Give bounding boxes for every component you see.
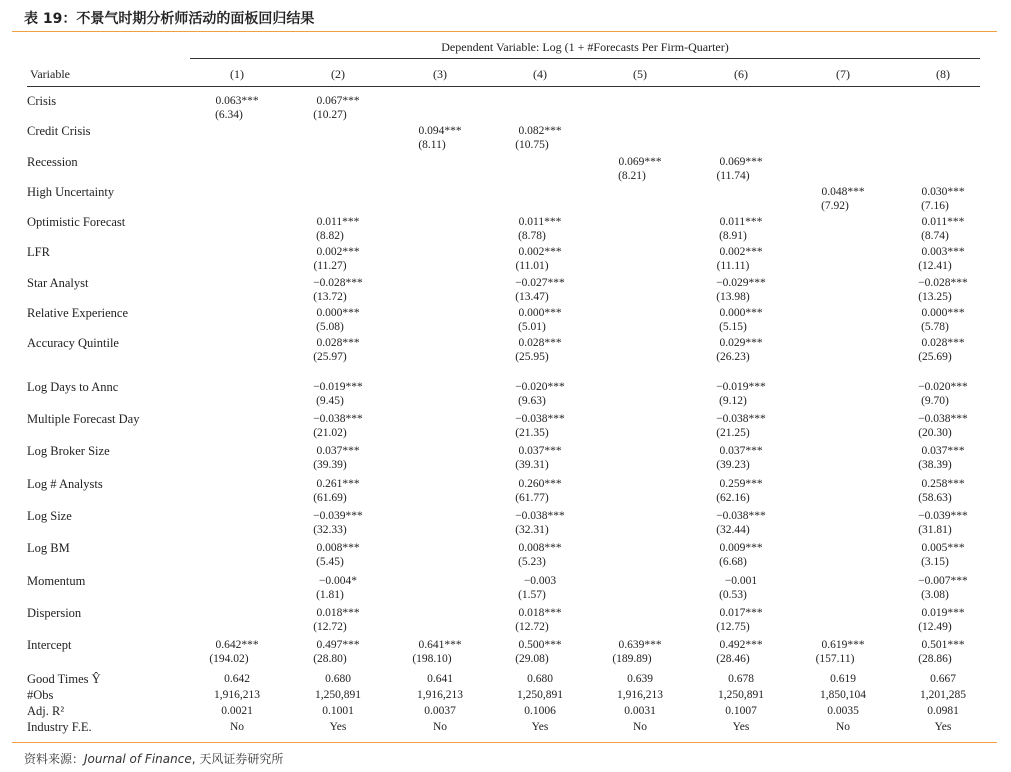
t-stat-cell: (11.01) [515, 260, 549, 272]
coefficient-cell: 0.037*** [316, 445, 360, 457]
coefficient-cell: 0.094*** [418, 125, 462, 137]
table-row [0, 306, 1011, 333]
table-row [0, 245, 1011, 272]
summary-cell: 0.639 [627, 673, 653, 685]
coefficient-cell: 0.258*** [921, 478, 965, 490]
coefficient-cell: 0.048*** [821, 186, 865, 198]
coefficient-cell: 0.028*** [316, 337, 360, 349]
t-stat-cell: (5.15) [719, 321, 747, 333]
t-stat-cell: (198.10) [412, 653, 452, 665]
t-stat-cell: (12.75) [716, 621, 750, 633]
summary-cell: 0.1001 [322, 705, 354, 717]
summary-cell: 0.0037 [424, 705, 456, 717]
t-stat-cell: (3.08) [921, 589, 949, 601]
header-rule [190, 58, 980, 59]
row-label: Recession [27, 155, 78, 169]
summary-cell: 0.678 [728, 673, 754, 685]
coefficient-cell: −0.038*** [313, 413, 363, 425]
coefficient-cell: 0.619*** [821, 639, 865, 651]
t-stat-cell: (25.97) [313, 351, 347, 363]
coefficient-cell: 0.005*** [921, 542, 965, 554]
coefficient-cell: 0.018*** [518, 607, 562, 619]
coefficient-cell: 0.017*** [719, 607, 763, 619]
row-label: Star Analyst [27, 276, 89, 290]
coefficient-cell: 0.002*** [518, 246, 562, 258]
coefficient-cell: 0.009*** [719, 542, 763, 554]
t-stat-cell: (1.81) [316, 589, 344, 601]
t-stat-cell: (21.02) [313, 427, 347, 439]
coefficient-cell: −0.038*** [918, 413, 968, 425]
table-row [0, 124, 1011, 151]
column-header-rule [27, 86, 980, 87]
table-row [0, 412, 1011, 439]
summary-cell: No [432, 721, 448, 733]
t-stat-cell: (28.80) [313, 653, 347, 665]
t-stat-cell: (31.81) [918, 524, 952, 536]
row-label: Crisis [27, 94, 57, 108]
t-stat-cell: (58.63) [918, 492, 952, 504]
table-row [0, 336, 1011, 363]
variable-header: Variable [30, 67, 70, 81]
summary-cell: 0.0981 [927, 705, 959, 717]
dependent-variable-header: Dependent Variable: Log (1 + #Forecasts Per Firm-Quarter) [441, 40, 729, 54]
summary-row [0, 720, 1011, 736]
row-label: High Uncertainty [27, 185, 115, 199]
t-stat-cell: (13.72) [313, 291, 347, 303]
summary-cell: Yes [329, 721, 347, 733]
t-stat-cell: (10.27) [313, 109, 347, 121]
coefficient-cell: 0.037*** [518, 445, 562, 457]
column-header: (3) [433, 67, 447, 81]
coefficient-cell: −0.003 [523, 575, 557, 587]
table-row [0, 574, 1011, 601]
coefficient-cell: 0.008*** [518, 542, 562, 554]
table-row [0, 477, 1011, 504]
t-stat-cell: (6.34) [215, 109, 243, 121]
coefficient-cell: 0.011*** [719, 216, 763, 228]
coefficient-cell: 0.000*** [719, 307, 763, 319]
t-stat-cell: (9.12) [719, 395, 747, 407]
column-header: (6) [734, 67, 748, 81]
t-stat-cell: (20.30) [918, 427, 952, 439]
coefficient-cell: −0.038*** [716, 510, 766, 522]
t-stat-cell: (11.27) [313, 260, 347, 272]
t-stat-cell: (8.91) [719, 230, 747, 242]
t-stat-cell: (8.74) [921, 230, 949, 242]
t-stat-cell: (61.77) [515, 492, 549, 504]
summary-label: Good Times Ŷ [27, 672, 101, 686]
coefficient-cell: −0.004* [318, 575, 358, 587]
t-stat-cell: (5.01) [518, 321, 546, 333]
t-stat-cell: (38.39) [918, 459, 952, 471]
t-stat-cell: (5.08) [316, 321, 344, 333]
t-stat-cell: (29.08) [515, 653, 549, 665]
coefficient-cell: 0.261*** [316, 478, 360, 490]
summary-cell: 1,916,213 [617, 689, 663, 701]
t-stat-cell: (12.49) [918, 621, 952, 633]
summary-cell: 1,850,104 [820, 689, 866, 701]
column-header: (8) [936, 67, 950, 81]
t-stat-cell: (194.02) [209, 653, 249, 665]
coefficient-cell: 0.000*** [921, 307, 965, 319]
summary-row [0, 688, 1011, 704]
t-stat-cell: (8.11) [418, 139, 446, 151]
t-stat-cell: (28.86) [918, 653, 952, 665]
summary-label: Adj. R² [27, 704, 65, 718]
t-stat-cell: (13.98) [716, 291, 750, 303]
coefficient-cell: 0.002*** [719, 246, 763, 258]
coefficient-cell: −0.020*** [515, 381, 565, 393]
t-stat-cell: (8.21) [618, 170, 646, 182]
row-label: Multiple Forecast Day [27, 412, 140, 426]
t-stat-cell: (11.11) [716, 260, 750, 272]
summary-label: Industry F.E. [27, 720, 92, 734]
t-stat-cell: (5.23) [518, 556, 546, 568]
coefficient-cell: 0.011*** [921, 216, 965, 228]
table-title: 表 19：不景气时期分析师活动的面板回归结果 [24, 11, 315, 27]
coefficient-cell: −0.019*** [716, 381, 766, 393]
t-stat-cell: (32.31) [515, 524, 549, 536]
coefficient-cell: −0.028*** [313, 277, 363, 289]
coefficient-cell: 0.002*** [316, 246, 360, 258]
table-row [0, 215, 1011, 242]
top-divider [12, 31, 997, 32]
t-stat-cell: (13.25) [918, 291, 952, 303]
coefficient-cell: −0.038*** [515, 413, 565, 425]
row-label: LFR [27, 245, 50, 259]
row-label: Optimistic Forecast [27, 215, 126, 229]
t-stat-cell: (5.45) [316, 556, 344, 568]
row-label: Log Days to Annc [27, 380, 119, 394]
bottom-divider [12, 742, 997, 743]
t-stat-cell: (11.74) [716, 170, 750, 182]
summary-cell: No [229, 721, 245, 733]
summary-cell: 0.619 [830, 673, 856, 685]
t-stat-cell: (62.16) [716, 492, 750, 504]
t-stat-cell: (21.25) [716, 427, 750, 439]
table-row [0, 444, 1011, 471]
coefficient-cell: 0.028*** [921, 337, 965, 349]
coefficient-cell: 0.000*** [518, 307, 562, 319]
coefficient-cell: 0.497*** [316, 639, 360, 651]
summary-cell: Yes [732, 721, 750, 733]
table-row [0, 380, 1011, 407]
summary-label: #Obs [27, 688, 54, 702]
row-label: Log BM [27, 541, 70, 555]
t-stat-cell: (39.39) [313, 459, 347, 471]
row-label: Credit Crisis [27, 124, 91, 138]
t-stat-cell: (0.53) [719, 589, 747, 601]
t-stat-cell: (12.72) [515, 621, 549, 633]
summary-cell: 0.0021 [221, 705, 253, 717]
coefficient-cell: 0.063*** [215, 95, 259, 107]
coefficient-cell: 0.011*** [518, 216, 562, 228]
coefficient-cell: 0.069*** [719, 156, 763, 168]
coefficient-cell: 0.008*** [316, 542, 360, 554]
coefficient-cell: 0.260*** [518, 478, 562, 490]
t-stat-cell: (25.69) [918, 351, 952, 363]
t-stat-cell: (7.16) [921, 200, 949, 212]
coefficient-cell: 0.011*** [316, 216, 360, 228]
row-label: Dispersion [27, 606, 82, 620]
table-row [0, 606, 1011, 633]
coefficient-cell: −0.039*** [918, 510, 968, 522]
coefficient-cell: −0.027*** [515, 277, 565, 289]
source-note [24, 750, 283, 767]
coefficient-cell: 0.641*** [418, 639, 462, 651]
t-stat-cell: (9.70) [921, 395, 949, 407]
coefficient-cell: −0.001 [724, 575, 758, 587]
t-stat-cell: (157.11) [815, 653, 855, 665]
summary-cell: 1,250,891 [315, 689, 361, 701]
summary-cell: 0.0035 [827, 705, 859, 717]
table-row [0, 509, 1011, 536]
source-suffix: , 天风证券研究所 [191, 752, 284, 766]
row-label: Intercept [27, 638, 72, 652]
summary-row [0, 704, 1011, 720]
summary-cell: 0.1007 [725, 705, 757, 717]
coefficient-cell: 0.500*** [518, 639, 562, 651]
coefficient-cell: 0.019*** [921, 607, 965, 619]
t-stat-cell: (6.68) [719, 556, 747, 568]
summary-cell: No [632, 721, 648, 733]
t-stat-cell: (39.23) [716, 459, 750, 471]
t-stat-cell: (9.63) [518, 395, 546, 407]
t-stat-cell: (10.75) [515, 139, 549, 151]
summary-row [0, 672, 1011, 688]
table-row [0, 638, 1011, 665]
coefficient-cell: 0.000*** [316, 307, 360, 319]
row-label: Log Size [27, 509, 72, 523]
coefficient-cell: −0.029*** [716, 277, 766, 289]
t-stat-cell: (1.57) [518, 589, 546, 601]
row-label: Relative Experience [27, 306, 128, 320]
t-stat-cell: (39.31) [515, 459, 549, 471]
summary-cell: 0.667 [930, 673, 956, 685]
column-header: (2) [331, 67, 345, 81]
column-header: (5) [633, 67, 647, 81]
table-row [0, 94, 1011, 121]
column-header: (1) [230, 67, 244, 81]
t-stat-cell: (26.23) [716, 351, 750, 363]
t-stat-cell: (8.78) [518, 230, 546, 242]
column-header: (7) [836, 67, 850, 81]
t-stat-cell: (32.33) [313, 524, 347, 536]
summary-cell: 0.1006 [524, 705, 556, 717]
coefficient-cell: 0.003*** [921, 246, 965, 258]
row-label: Accuracy Quintile [27, 336, 119, 350]
t-stat-cell: (28.46) [716, 653, 750, 665]
coefficient-cell: −0.038*** [515, 510, 565, 522]
summary-cell: Yes [934, 721, 952, 733]
t-stat-cell: (12.41) [918, 260, 952, 272]
source-journal: Journal of Finance [84, 752, 192, 766]
t-stat-cell: (189.89) [612, 653, 652, 665]
row-label: Log # Analysts [27, 477, 103, 491]
coefficient-cell: −0.020*** [918, 381, 968, 393]
summary-cell: 0.680 [527, 673, 553, 685]
coefficient-cell: 0.069*** [618, 156, 662, 168]
coefficient-cell: −0.028*** [918, 277, 968, 289]
source-prefix: 资料来源： [24, 752, 85, 766]
summary-cell: 0.642 [224, 673, 250, 685]
t-stat-cell: (21.35) [515, 427, 549, 439]
t-stat-cell: (5.78) [921, 321, 949, 333]
table-row [0, 155, 1011, 182]
coefficient-cell: −0.038*** [716, 413, 766, 425]
coefficient-cell: 0.028*** [518, 337, 562, 349]
coefficient-cell: −0.007*** [918, 575, 968, 587]
coefficient-cell: 0.082*** [518, 125, 562, 137]
summary-cell: 1,916,213 [214, 689, 260, 701]
coefficient-cell: 0.037*** [921, 445, 965, 457]
coefficient-cell: 0.492*** [719, 639, 763, 651]
summary-cell: 0.680 [325, 673, 351, 685]
coefficient-cell: 0.642*** [215, 639, 259, 651]
summary-cell: No [835, 721, 851, 733]
coefficient-cell: −0.039*** [313, 510, 363, 522]
table-row [0, 541, 1011, 568]
summary-cell: 1,201,285 [920, 689, 966, 701]
t-stat-cell: (32.44) [716, 524, 750, 536]
table-row [0, 276, 1011, 303]
coefficient-cell: 0.018*** [316, 607, 360, 619]
coefficient-cell: 0.639*** [618, 639, 662, 651]
t-stat-cell: (12.72) [313, 621, 347, 633]
summary-cell: 1,250,891 [517, 689, 563, 701]
coefficient-cell: 0.067*** [316, 95, 360, 107]
t-stat-cell: (13.47) [515, 291, 549, 303]
t-stat-cell: (9.45) [316, 395, 344, 407]
summary-cell: 0.641 [427, 673, 453, 685]
t-stat-cell: (7.92) [821, 200, 849, 212]
coefficient-cell: 0.501*** [921, 639, 965, 651]
row-label: Momentum [27, 574, 86, 588]
coefficient-cell: 0.030*** [921, 186, 965, 198]
summary-cell: Yes [531, 721, 549, 733]
coefficient-cell: 0.037*** [719, 445, 763, 457]
coefficient-cell: 0.029*** [719, 337, 763, 349]
summary-cell: 0.0031 [624, 705, 656, 717]
summary-cell: 1,916,213 [417, 689, 463, 701]
table-row [0, 185, 1011, 212]
row-label: Log Broker Size [27, 444, 110, 458]
t-stat-cell: (25.95) [515, 351, 549, 363]
t-stat-cell: (61.69) [313, 492, 347, 504]
column-header: (4) [533, 67, 547, 81]
coefficient-cell: −0.019*** [313, 381, 363, 393]
coefficient-cell: 0.259*** [719, 478, 763, 490]
summary-cell: 1,250,891 [718, 689, 764, 701]
t-stat-cell: (8.82) [316, 230, 344, 242]
t-stat-cell: (3.15) [921, 556, 949, 568]
